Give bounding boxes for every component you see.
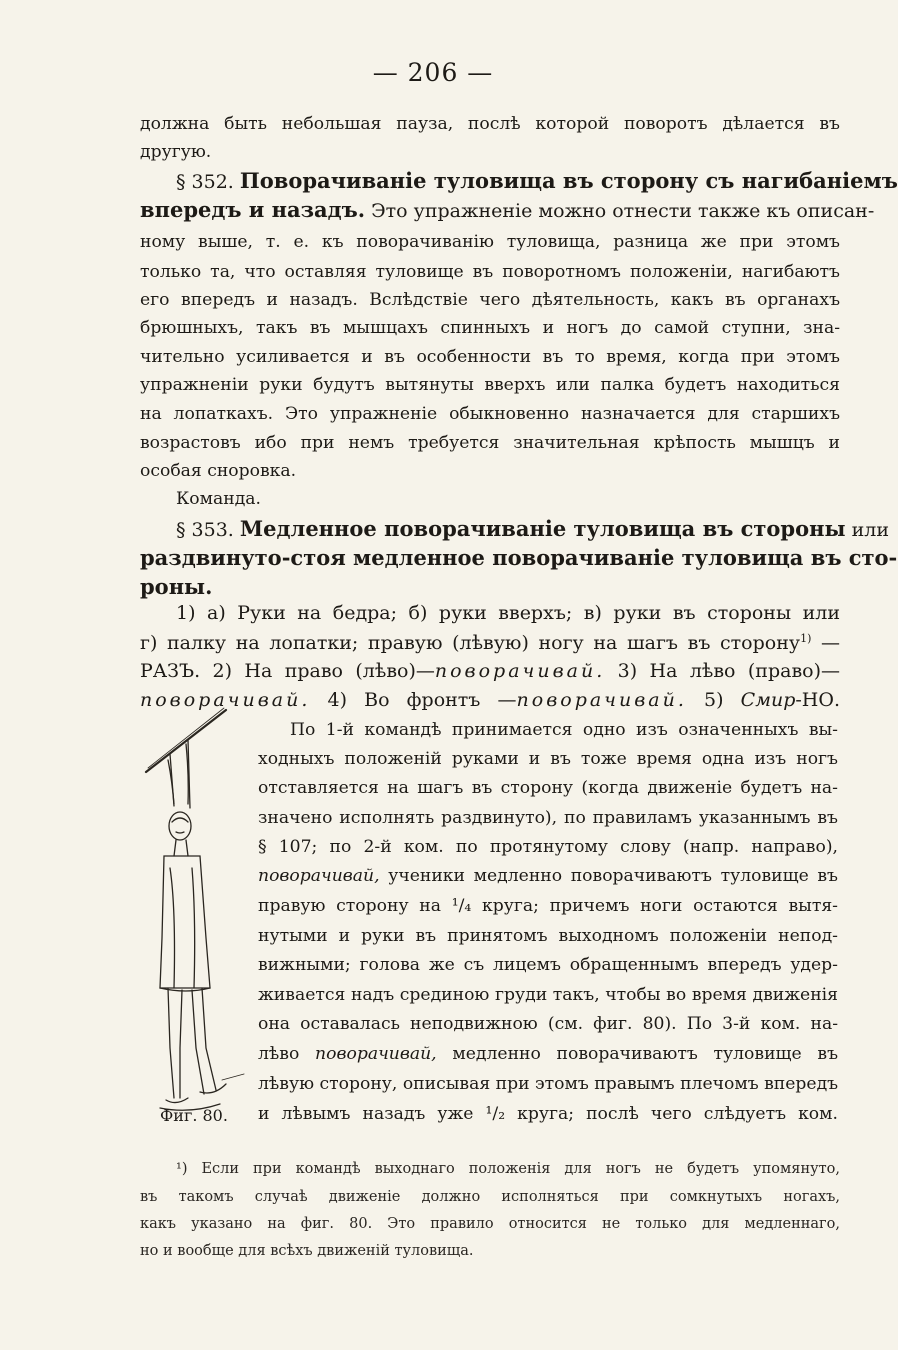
text-line: другую. bbox=[140, 142, 212, 162]
section-title: Медленное поворачиванiе туловища въ стороны bbox=[239, 516, 846, 541]
text-line: § 107; по 2-й ком. по протянутому слову (напр. направо), bbox=[258, 837, 838, 857]
text-line: ходныхъ положенiй руками и въ тоже время одна изъ ногъ bbox=[258, 749, 838, 769]
figure-caption: Фиг. 80. bbox=[160, 1106, 228, 1125]
footnote-line: въ такомъ случаѣ движенiе должно исполняться при сомкнутыхъ ногахъ, bbox=[140, 1189, 840, 1205]
footnote-rule bbox=[140, 1160, 840, 1162]
text-line: лѣвую сторону, описывая при этомъ правымъ плечомъ впередъ bbox=[258, 1074, 839, 1094]
text-line: живается надъ срединою груди такъ, чтобы во время движенiя bbox=[258, 985, 838, 1005]
command-line: РАЗЪ. 2) На право (лѣво)—поворачивай. 3) На лѣво (право)— bbox=[140, 660, 840, 682]
text-line: отставляется на шагъ въ сторону (когда движенiе будетъ на- bbox=[258, 778, 838, 798]
figure-80-illustration bbox=[140, 688, 250, 1120]
section-352-heading bbox=[176, 168, 898, 193]
text-line: ному выше, т. е. къ поворачиванiю туловища, разница же при этомъ bbox=[140, 232, 840, 252]
text-line: его впередъ и назадъ. Вслѣдствiе чего дѣятельность, какъ въ органахъ bbox=[140, 290, 840, 310]
section-title-cont: роны. bbox=[140, 574, 213, 599]
footnote-marker: 1) bbox=[800, 632, 812, 645]
page-number: — 206 — bbox=[372, 58, 494, 87]
text-line: должна быть небольшая пауза, послѣ которой поворотъ дѣлается въ bbox=[140, 114, 840, 134]
section-title: Поворачиванiе туловища въ сторону съ нагибанiемъ bbox=[239, 168, 898, 193]
text-line: нутыми и руки въ принятомъ выходномъ положенiи непод- bbox=[258, 926, 838, 946]
command-label: Команда. bbox=[176, 489, 262, 509]
section-number: § 353. bbox=[176, 519, 234, 541]
section-title-cont: впередъ и назадъ. bbox=[140, 197, 366, 222]
text-line: на лопаткахъ. Это упражненiе обыкновенно назначается для старшихъ bbox=[140, 404, 840, 424]
command-line: 1) а) Руки на бедра; б) руки вверхъ; в) руки въ стороны или bbox=[176, 602, 840, 624]
text-line: чительно усиливается и въ особенности въ то время, когда при этомъ bbox=[140, 347, 840, 367]
section-number: § 352. bbox=[176, 171, 234, 193]
text-line: По 1-й командѣ принимается одно изъ означенныхъ вы- bbox=[290, 720, 838, 740]
text-line: возрастовъ ибо при немъ требуется значительная крѣпость мышцъ и bbox=[140, 433, 840, 453]
text-line: значено исполнять раздвинуто), по правиламъ указаннымъ въ bbox=[258, 808, 838, 828]
text-line: поворачивай, ученики медленно поворачиваютъ туловище въ bbox=[258, 866, 838, 886]
text-line: брюшныхъ, такъ въ мышцахъ спинныхъ и ногъ до самой ступни, зна- bbox=[140, 318, 840, 338]
text-line: особая сноровка. bbox=[140, 461, 297, 481]
footnote-line: какъ указано на фиг. 80. Это правило относится не только для медленнаго, bbox=[140, 1216, 840, 1232]
footnote-line: ¹) Если при командѣ выходнаго положенiя для ногъ не будетъ упомянуто, bbox=[176, 1161, 840, 1177]
section-title-cont: раздвинуто-стоя медленное поворачиванiе туловища въ сто- bbox=[140, 545, 898, 570]
text-line: впередъ и назадъ. Это упражненiе можно отнести также къ описан- bbox=[140, 197, 875, 222]
text-line: упражненiи руки будутъ вытянуты вверхъ или палка будетъ находиться bbox=[140, 375, 840, 395]
text-line: и лѣвымъ назадъ уже ¹/₂ круга; послѣ чего слѣдуетъ ком. bbox=[258, 1104, 838, 1124]
footnote-line: но и вообще для всѣхъ движенiй туловища. bbox=[140, 1243, 474, 1259]
text-line: она оставалась неподвижною (см. фиг. 80). По 3-й ком. на- bbox=[258, 1014, 838, 1034]
command-line: г) палку на лопатки; правую (лѣвую) ногу на шагъ въ сторону$^{1)}$ — bbox=[140, 632, 840, 654]
command-line: поворачивай. 4) Во фронтъ —поворачивай. 5) Смир-НО. bbox=[140, 689, 840, 711]
section-353-heading: § 353. Медленное поворачиванiе туловища въ стороны или bbox=[176, 516, 889, 541]
text-line: лѣво поворачивай, медленно поворачиваютъ туловище въ bbox=[258, 1044, 839, 1064]
text-line: только та, что оставляя туловище въ поворотномъ положенiи, нагибаютъ bbox=[140, 262, 840, 282]
text-line: вижными; голова же съ лицемъ обращеннымъ впередъ удер- bbox=[258, 955, 838, 975]
text-line: правую сторону на ¹/₄ круга; причемъ ноги остаются вытя- bbox=[258, 896, 838, 916]
